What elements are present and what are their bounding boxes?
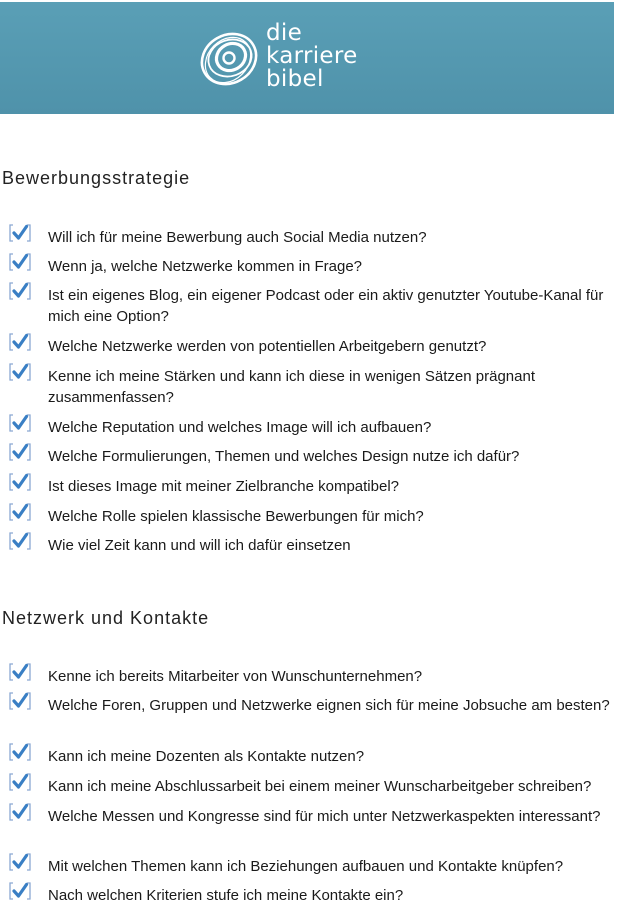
checkmark-icon <box>8 413 32 433</box>
logo-line-2: karriere <box>266 43 358 69</box>
checklist-item-text: Kann ich meine Dozenten als Kontakte nutzen? <box>48 748 365 765</box>
section-title-bewerbungsstrategie: Bewerbungsstrategie <box>2 168 191 188</box>
checkmark-icon <box>8 442 32 462</box>
checklist-item-text: Ist dieses Image mit meiner Zielbranche kompatibel? <box>48 478 399 495</box>
checklist-item-text: Welche Messen und Kongresse sind für mich unter Netzwerkaspekten interessant? <box>48 808 601 825</box>
checkmark-icon <box>8 881 32 901</box>
checkmark-icon <box>8 362 32 382</box>
section-title-netzwerk-und-kontakte: Netzwerk und Kontakte <box>2 608 210 628</box>
checkmark-icon <box>8 281 32 301</box>
checkmark-icon <box>8 502 32 522</box>
checklist-item-text: Will ich für meine Bewerbung auch Social Media nutzen? <box>48 229 427 246</box>
karrierebibel-logo-icon <box>196 26 262 92</box>
checkmark-icon <box>8 223 32 243</box>
header-banner <box>0 2 614 114</box>
checkmark-icon <box>8 531 32 551</box>
checklist-item-text: Welche Foren, Gruppen und Netzwerke eignen sich für meine Jobsuche am besten? <box>48 697 610 714</box>
checkmark-icon <box>8 742 32 762</box>
checklist-item-text: Kenne ich meine Stärken und kann ich diese in wenigen Sätzen prägnant zusammenfassen? <box>48 368 535 406</box>
checkmark-icon <box>8 472 32 492</box>
checklist-item-text: Kann ich meine Abschlussarbeit bei einem meiner Wunscharbeitgeber schreiben? <box>48 778 592 795</box>
checkmark-icon <box>8 772 32 792</box>
checkmark-icon <box>8 852 32 872</box>
logo-wordmark <box>266 22 358 91</box>
checklist-item-text: Nach welchen Kriterien stufe ich meine Kontakte ein? <box>48 887 404 904</box>
checkmark-icon <box>8 252 32 272</box>
checklist-item-text: Kenne ich bereits Mitarbeiter von Wunschunternehmen? <box>48 668 423 685</box>
checklist-item-text: Ist ein eigenes Blog, ein eigener Podcast oder ein aktiv genutzter Youtube-Kanal für mich eine Option? <box>48 287 604 325</box>
checklist-item-text: Welche Formulierungen, Themen und welches Design nutze ich dafür? <box>48 448 520 465</box>
logo-line-1: die <box>266 20 303 46</box>
checkmark-icon <box>8 332 32 352</box>
checkmark-icon <box>8 662 32 682</box>
checklist-item-text: Wie viel Zeit kann und will ich dafür einsetzen <box>48 537 351 554</box>
checklist-item-text: Wenn ja, welche Netzwerke kommen in Frage? <box>48 258 363 275</box>
logo-line-3: bibel <box>266 66 324 92</box>
checklist-item-text: Welche Rolle spielen klassische Bewerbungen für mich? <box>48 508 424 525</box>
checklist-item-text: Welche Reputation und welches Image will ich aufbauen? <box>48 419 432 436</box>
checkmark-icon <box>8 802 32 822</box>
checklist-item-text: Welche Netzwerke werden von potentiellen Arbeitgebern genutzt? <box>48 338 487 355</box>
checklist-item-text: Mit welchen Themen kann ich Beziehungen aufbauen und Kontakte knüpfen? <box>48 858 564 875</box>
checkmark-icon <box>8 691 32 711</box>
